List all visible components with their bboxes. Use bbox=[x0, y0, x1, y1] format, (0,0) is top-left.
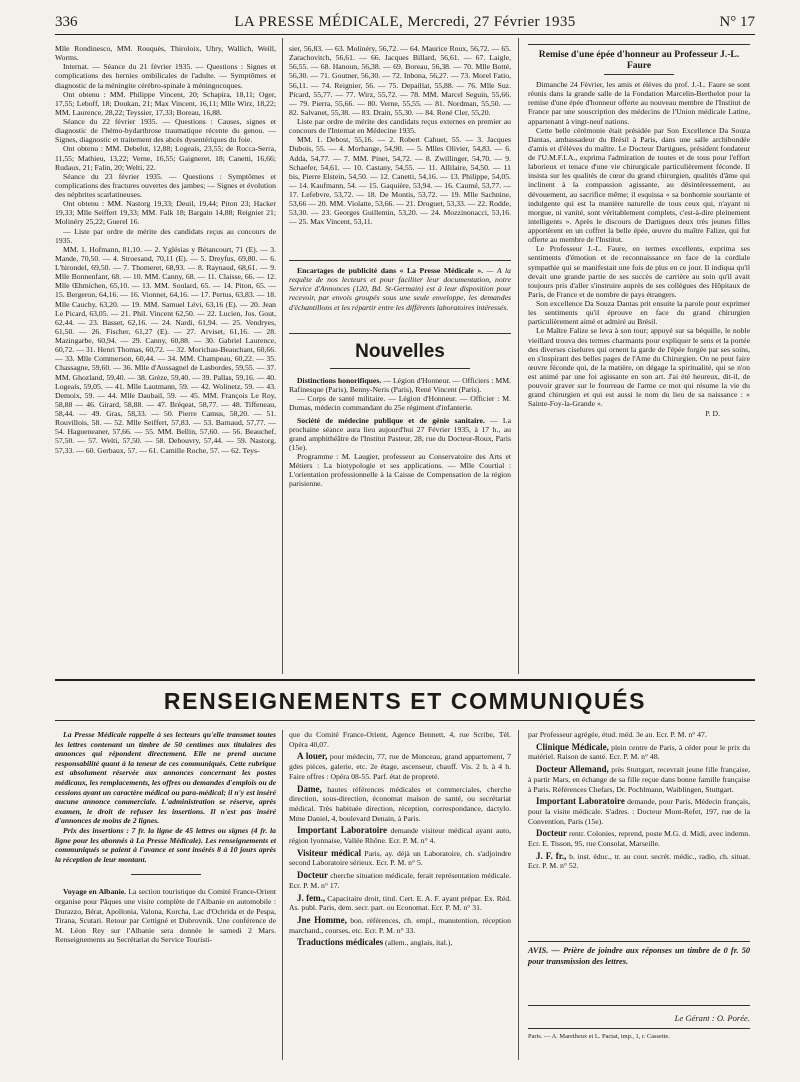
section-rule bbox=[55, 720, 755, 721]
paragraph: Séance du 23 février 1935. — Questions : Symptômes et complications des fractures ouvertes des jambes; — Signes et évolution des néphrites scarlatineuses. bbox=[55, 171, 276, 199]
ad-text: par Professeur agrégée, étud. méd. 3e an. Ecr. P. M. n° 47. bbox=[528, 730, 707, 739]
divider bbox=[528, 941, 750, 942]
faure-signature: P. D. bbox=[705, 408, 720, 418]
divider bbox=[289, 333, 511, 334]
nouvelles-heading: Nouvelles bbox=[355, 341, 445, 362]
divider bbox=[528, 1028, 750, 1029]
corps-sante-text: — Corps de santé militaire. — Légion d'Honneur. — Officier : M. Dumas, médecin commandant du 25e régiment d'infanterie. bbox=[289, 394, 511, 413]
encartages-text: — A la requête de nos lecteurs et pour faciliter leur documentation, notre Service d'Annonces (120, Bd. St-Germain) est à leur disposition pour recevoir, par envois groupés sous une seule enveloppe, les demandes d'échantillons et les répartir entre les différents laboratoires intéressés. bbox=[289, 266, 511, 312]
faure-article bbox=[528, 44, 750, 672]
ad-text: Capacitaire droit, titul. Cert. E. A. F. ayant prépar. Ex. Réd. As. publ. Paris, dem. secr. part. ou Economat. Ecr. P. M. n° 31. bbox=[289, 893, 511, 913]
divider bbox=[528, 1005, 750, 1006]
ad-head: Docteur bbox=[536, 828, 567, 839]
paragraph: Le Professeur J.-L. Faure, en termes excellents, exprima ses sentiments d'émotion et de reconnaissance en face de la cordiale sympathie qui se manifestait une fois de plus en ce jour. Il indiqua qu'il devait une grande partie de ses succès de carrière au soin qu'il avait toujours pris d'aller s'instruire auprès de ses collègues des Hôpitaux de Paris, de France et de nombre de pays étrangers. bbox=[528, 244, 750, 299]
page-header bbox=[55, 14, 755, 35]
paragraph: Ont obtenu : MM. Nastorg 19,33; Deuil, 19,44; Piton 23; Hacker 19,33; Mlle Seiffert 19,33; MM. Falk 18; Bargain 14,88; Reignier 21; Molinéry 25,22; Guerel 16. bbox=[55, 199, 276, 227]
nouvelles-column bbox=[289, 376, 511, 672]
paragraph: Internat. — Séance du 21 février 1935. — Questions : Signes et complications des hernies ombilicales de l'adulte. — Symptômes et diagnostic de la méningite cérébro-spinale à méningocoques. bbox=[55, 62, 276, 90]
programme-text: Programme : M. Laugier, professeur au Conservatoire des Arts et Métiers : La biotypologie et ses applications. — Mlle Courtial : L'orientation professionnelle à la Caisse de Compensation de la région parisienne. bbox=[289, 452, 511, 489]
distinctions-title: Distinctions honorifiques. bbox=[297, 376, 382, 385]
societe-title: Société de médecine publique et de génie sanitaire. bbox=[297, 415, 485, 425]
ad-text: cherche situation médicale, ferait représentation médicale. Ecr. P. M. n° 17. bbox=[289, 871, 511, 890]
divider bbox=[604, 74, 674, 75]
paragraph: Liste par ordre de mérite des candidats reçus externes en premier au concours de l'Internat en Médecine 1935. bbox=[289, 117, 511, 136]
paragraph: MM. 1. Hofmann, 81,10. — 2. Yglésias y Bétancourt, 71 (E). — 3. Mande, 70,50. — 4. Stroesand, 70,11 (E). — 5. Dreyfus, 69,80. — 6. L'hirondel, 69,50. — 7. Thomeret, 68,93. — 8. Raynaud, 68,61. — 9. Mlle Bonnenfant, 68. — 10. MM. Canny, 68. — 11. Claisse, 66. — 12. Mlle Œhmichen, 65,10. — 13. MM. Soulard, 65. — 14. Piton, 65. — 15. Bergeron, 64,16. — 16. Vionnet, 64,16. — 17. Pertus, 63,83. — 18. Mlle Cauchy, 63,20. — 19. MM. Samuel Lévi, 63,16 (E). — 20. Jean Le Picard, 63,05. — 21. Phil. Vincent 62,50. — 22. Lucien, Jos. Gout, 62,44. — 23. Basset, 62,16. — 24. Nardi, 61,94. — 25. Vendryes, 61,50. — 26. Fischer, 61,27 (E). — 27. Arviset, 61,16. — 28. Mazingarbe, 60,94. — 29. Canny, 60,88. — 30. Gabriel Laurence, 60,72. — 31. Henri Thomas, 60,72. — 32. Morichau-Beauchant, 60,66. — 33. Mlle Commerson, 60,44. — 34. MM. Champeau, 60,22. — 35. Chassagne, 59,60. — 36. Mlle d'Aussagnel de Lasbordes, 59,55. — 37. MM. Ghozland, 59,40. — 38. Grèze, 59,40. — 39. Pallas, 59,16. — 40. Logeais, 59,05. — 41. Mlle Lautmann, 59. — 42. Wolinetz, 59. — 43. Demoix, 59. — 44. Mlle Daubail, 59. — 45. MM. François Le Roy, 58,88 — 46. Girard, 58,88. — 47. Bréqeat, 58,77. — 48. Tiffeneau, 58,44. — 49. Gras, 58,33. — 50. Pierre Camus, 58,20. — 51. Rouvillois, 58. — 52. Mlle Seiffert, 57,83. — 53. Barnaud, 57,77. — 54. Hagueneaner, 57,66. — 55. MM. Bellin, 57,60. — 56. Beauchef, 57,50. — 57. Welti, 57,50. — 58. Debouvry, 57,44. — 59. Nastorg, 57,33. — 60. Gerbaux, 57. — 61. Camille Roche, 57. — 62. Teys- bbox=[55, 244, 276, 455]
column-rule bbox=[518, 730, 519, 1060]
ad-text: (allem., anglais, ital.), bbox=[385, 938, 453, 948]
paragraph: Dimanche 24 Février, les amis et élèves du prof. J.-L. Faure se sont réunis dans la grande salle de la Fondation Marcelin-Berthelot pour la remise d'une épée d'honneur offerte au nouveau membre de l'Institut de France par une souscription des médecins de l'Union médicale Latine, appartenant à vingt-neuf nations. bbox=[528, 80, 750, 126]
results-column bbox=[289, 44, 511, 256]
renseignements-intro bbox=[55, 730, 276, 1060]
ad-text: rentr. Colonies, reprend, poste M.G. d. Midi, avec indemn. Ecr. E. Tisson, 95, rue Consolat, Marseille. bbox=[528, 829, 750, 849]
divider bbox=[131, 874, 201, 875]
divider bbox=[330, 368, 470, 369]
intro-text: La Presse Médicale rappelle à ses lecteurs qu'elle transmet toutes les lettres contenant un timbre de 50 centimes aux titulaires des annonces qui répondent directement. Elle ne prend aucune responsabilité quant à la teneur de ces communiqués. Cette rubrique est absolument réservée aux annonces concernant les postes médicaux, les remplacements, les offres ou demandes d'emplois ou de cessions ayant un caractère médical ou para-médical; il n'y est inséré aucune annonce commerciale. L'administration se réserve, après examen, le droit de refuser les insertions. Il n'est pas inséré d'annonces de moins de 2 lignes. bbox=[55, 730, 276, 826]
voyage-text: La section touristique du Comité France-Orient organise pour Pâques une visite complète de l'Albanie en automobile : Durazzo, Bérat, Apollonia, Valona, Korcha, Lac d'Ochrida et de Pespa, Tirana, Scutari. Retour par Cettigné et Dubrovnik. Une conférence de M. Léon Rey sur l'Albanie sera donnée le samedi 2 Mars. Renseignements au Secrétariat du Service Touristi- bbox=[55, 887, 276, 945]
renseignements-banner: RENSEIGNEMENTS ET COMMUNIQUÉS bbox=[163, 688, 647, 714]
paragraph: — Liste par ordre de mérite des candidats reçus au concours de 1935. bbox=[55, 226, 276, 245]
paragraph: Ont obtenu : MM. Philippe Vincent, 20; Schapira, 18,11; Oger, 17,55; Leboff, 18; Doukan, 21; Max Vincent, 16,11; Mlle Wirz, 18,22; MM. Laurence, 28,22; Teyssier, 17,33; Boreau, 16,88. bbox=[55, 89, 276, 117]
paragraph: Mlle Rondinesco, MM. Rouquès, Thiroloix, Uhry, Wallich, Weill, Worms. bbox=[55, 44, 276, 63]
ad-head: Important Laboratoire bbox=[297, 825, 388, 836]
ad-text: Paris, ay. déjà un Laboratoire, ch. s'adjoindre second Laboratoire sérieux. Ecr. P. M. n° 5. bbox=[289, 848, 511, 868]
voyage-title: Voyage en Albanie. bbox=[63, 887, 127, 897]
ad-text: demande visiteur médical ayant auto, région lyonnaise, Vallée Rhône. Ecr. P. M. n° 4. bbox=[289, 826, 511, 846]
ad-head: Clinique Médicale, bbox=[536, 741, 609, 752]
paragraph: sier, 56,83. — 63. Molinéry, 56,72. — 64. Maurice Roux, 56,72. — 65. Zarachovitch, 56,61. — 66. Jacques Billard, 56,61. — 67. Laigle, 56,55. — 68. Hanoun, 56,38. — 69. Boreau, 56,38. — 70. Mlle Botté, 56,30. — 71. Goutner, 56,30. — 72. Inbona, 56,27. — 73. Morel Fatio, 56,11. — 74. Reignier, 56. — 75. Depaillat, 55,88. — 76. Mlle Suz. Picard, 55,77. — 77. Wirz, 55,72. — 78. MM. Marcel Seguin, 55,66. — 79. Pierra, 55,66. — 80. Verne, 55,55. — 81. Nordman, 55,50. — 82. Salvanet, 55,38. — 83. Drain, 55,30. — 84. René Cler, 55,20. bbox=[289, 44, 511, 117]
page-number: 336 bbox=[55, 14, 78, 30]
paragraph: Ont obtenu : MM. Debelut, 12,88; Logeais, 23,55; de Rocca-Serra, 11,55; Mathieu, 13,22; Verne, 16,55; Gaigneret, 18; Canetti, 16,66; Rudaux, 21; Falin, 20; Welti, 22. bbox=[55, 144, 276, 172]
ad-text: hautes références médicales et commerciales, cherche direction, sous-direction, économat maison de santé, ou secrétariat médical. Très habituée direction, réception, correspondance, dactylo. Mme Daniel, 4, boulevard Denain, à Paris. bbox=[289, 784, 511, 823]
ad-text: que du Comité France-Orient, Agence Bennett, 4, rue Scribe, Tél. Opéra 40,07. bbox=[289, 730, 511, 749]
ad-head: Important Laboratoire bbox=[536, 796, 625, 807]
ad-head: J. F. fr., bbox=[536, 850, 567, 861]
paragraph: Séance du 22 février 1935. — Questions : Causes, signes et diagnostic de l'hémo-hydarthrose traumatique récente du genou. — Signes, diagnostic et traitement des abcès dysentériques du foie. bbox=[55, 117, 276, 145]
ad-head: Docteur bbox=[297, 870, 328, 881]
paragraph: Cette belle cérémonie était présidée par Son Excellence Da Souza Dantas, ambassadeur du Brésil à Paris, dans une salle archibondée d'amis et d'élèves du maître. Le Docteur Dartigues, président fondateur de l'U.M.F.I.A., exprima l'admiration de toutes et de tous pour l'effort laborieux et tenace d'une vie chirurgicale particulièrement féconde. Il insista sur les qualités de cœur du grand chirurgien, qualités d'âme qui inclinent à la compassion agissante, au désintéressement, au dévouement, au sacrifice même; il esquissa « sa bonhomie souriante et indulgente qui est la manière naturelle de tous ceux qui, n'ayant ni morgue, ni vanité, sont véritablement complets, c'est-à-dire pleinement intelligents ». Après le discours de Dartigues deux très jeunes filles apportèrent en un coffret la belle épée, œuvre du maître Falize, qui fut offerte au membre de l'Institut. bbox=[528, 125, 750, 245]
paragraph: MM. 1. Debost, 55,16. — 2. Robert Cahuet, 55. — 3. Jacques Dubois, 55. — 4. Morhange, 54,90. — 5. Mlles Olivier, 54,83. — 6. Adda, 54,77. — 7. MM. Pinet, 54,72. — 8. Zwillinger, 54,70. — 9. Schaefer, 54,61. — 10. Castany, 54,55. — 11. Allilaire, 54,50. — 11 bis, Pierre Elstein, 54,50. — 12. Canetti, 54,16. — 13. Philippe, 54,05. — 14. Kaufmann, 54. — 15. Gaquière, 53,94. — 16. Caumé, 53,77. — 17. Lefebvre, 53,72. — 18. De Montis, 53,72. — 19. Mlle Sachnine, 53,66 — 20. MM. Violatte, 53,66. — 21. Droguet, 53,33. — 22. Rodde, 53,30. — 23. Georges Guillemin, 53,20. — 24. Mozzinonacci, 53,16. — 25. Max Vincent, 53,11. bbox=[289, 135, 511, 227]
ad-head: J. fem., bbox=[297, 892, 326, 903]
annonces-column-2 bbox=[289, 730, 511, 1060]
ad-head: Dame, bbox=[297, 783, 322, 794]
column-rule bbox=[282, 730, 283, 1060]
encartages-title: Encartages de publicité dans « La Presse Médicale ». bbox=[297, 266, 484, 275]
encartages-notice bbox=[289, 266, 511, 330]
faure-title: Remise d'une épée d'honneur au Professeur J.-L. Faure bbox=[538, 49, 740, 71]
prix-text: Prix des insertions : 7 fr. la ligne de 45 lettres ou signes (4 fr. la ligne pour les abonnés à La Presse Médicale). Les renseignements et communiqués se paient à l'avance et sont insérés 8 à 10 jours après la réception de leur montant. bbox=[55, 825, 276, 864]
imprimeur-line: Paris. — A. Maretheux et L. Pactat, imp., 1, r. Cassette. bbox=[528, 1033, 670, 1040]
paragraph: Le Maître Falize se leva à son tour; appuyé sur sa béquille, le noble vieillard trouva des termes charmants pour expliquer le sens et la portée des diverses ciselures qui ornent la garde de l'épée forgée par ses soins, en s'inspirant des belles pages de l'Ame du Chirurgien. On ne peut faire œuvre féconde qui, de la matière, on dégage la spiritualité, qui se n'on est animé par une foi agissante en son art. J'ai été heureux, dit-il, de pouvoir graver sur le fourreau de l'arme ce mot qui résume la vie du grand chirurgien et qui est aussi le nom du lieu de sa naissance : « Sainte-Foy-la-Grande ». bbox=[528, 326, 750, 409]
column-rule bbox=[282, 38, 283, 674]
issue-number: N° 17 bbox=[719, 14, 755, 30]
ad-head: Visiteur médical bbox=[297, 847, 362, 858]
column-rule bbox=[518, 38, 519, 674]
ad-head: Jne Homme, bbox=[297, 914, 347, 925]
publication-title: LA PRESSE MÉDICALE, Mercredi, 27 Février 1935 bbox=[234, 14, 576, 30]
paragraph: Son excellence Da Souza Dantas prit ensuite la parole pour exprimer les sentiments qu'il éprouve en face du grand chirurgien particulièrement aimé et admiré au Brésil. bbox=[528, 299, 750, 327]
avis-notice: AVIS. — Prière de joindre aux réponses un timbre de 0 fr. 50 pour transmission des lettres. bbox=[528, 946, 750, 966]
distinctions-text: — Légion d'Honneur. — Officiers : MM. Rafinesque (Paris), Benny-Neris (Paris), René Vincent (Paris). bbox=[289, 376, 511, 395]
ad-text: bon. références, ch. empl., manutention, réception marchand., courses, etc. Ecr. P. M. n° 33. bbox=[289, 915, 511, 935]
section-rule bbox=[55, 679, 755, 681]
ad-head: A louer, bbox=[297, 751, 328, 762]
annonces-column-3 bbox=[528, 730, 750, 938]
divider bbox=[289, 260, 511, 261]
ad-text: b. inst. éduc., tr. au cour. secrét. médic., radio, ch. situat. Ecr. P. M. n° 52. bbox=[528, 851, 750, 871]
ad-head: Docteur Allemand, bbox=[536, 764, 609, 775]
gerant-signature: Le Gérant : O. Porée. bbox=[674, 1013, 750, 1023]
ad-text: demande, pour Paris, Médecin français, pour la visite médicale. S'adres. : Docteur Mont-Refet, 197, rue de la Convention, Paris (15e). bbox=[528, 797, 750, 826]
ad-text: plein centre de Paris, à céder pour le prix du matériel. Raison de santé. Ecr. P. M. n° 48. bbox=[528, 742, 750, 762]
ad-text: pour médecin, 77, rue de Monceau, grand appartement, 7 gdes pièces, galerie, etc. 2e étage, ascenseur, chauff. Vis. 2 h. à 4 h. Faire offres : Opéra 08-55. Parf. état de propreté. bbox=[289, 752, 511, 781]
ad-head: Traductions médicales bbox=[297, 937, 384, 948]
ad-text: près Stuttgart, recevrait jeune fille française, à partir Mars, en échange de sa fille reçue dans bonne famille française à Paris. Références Chefars, Dr. Pochlmann, Waiblingen, Stuttgart. bbox=[528, 765, 750, 794]
internat-column bbox=[55, 44, 276, 672]
societe-text: — La prochaine séance aura lieu aujourd'hui 27 Février 1935, à 17 h., au grand amphithéâtre de l'Institut Pasteur, 28, rue du Docteur-Roux, Paris (15e). bbox=[289, 415, 511, 452]
